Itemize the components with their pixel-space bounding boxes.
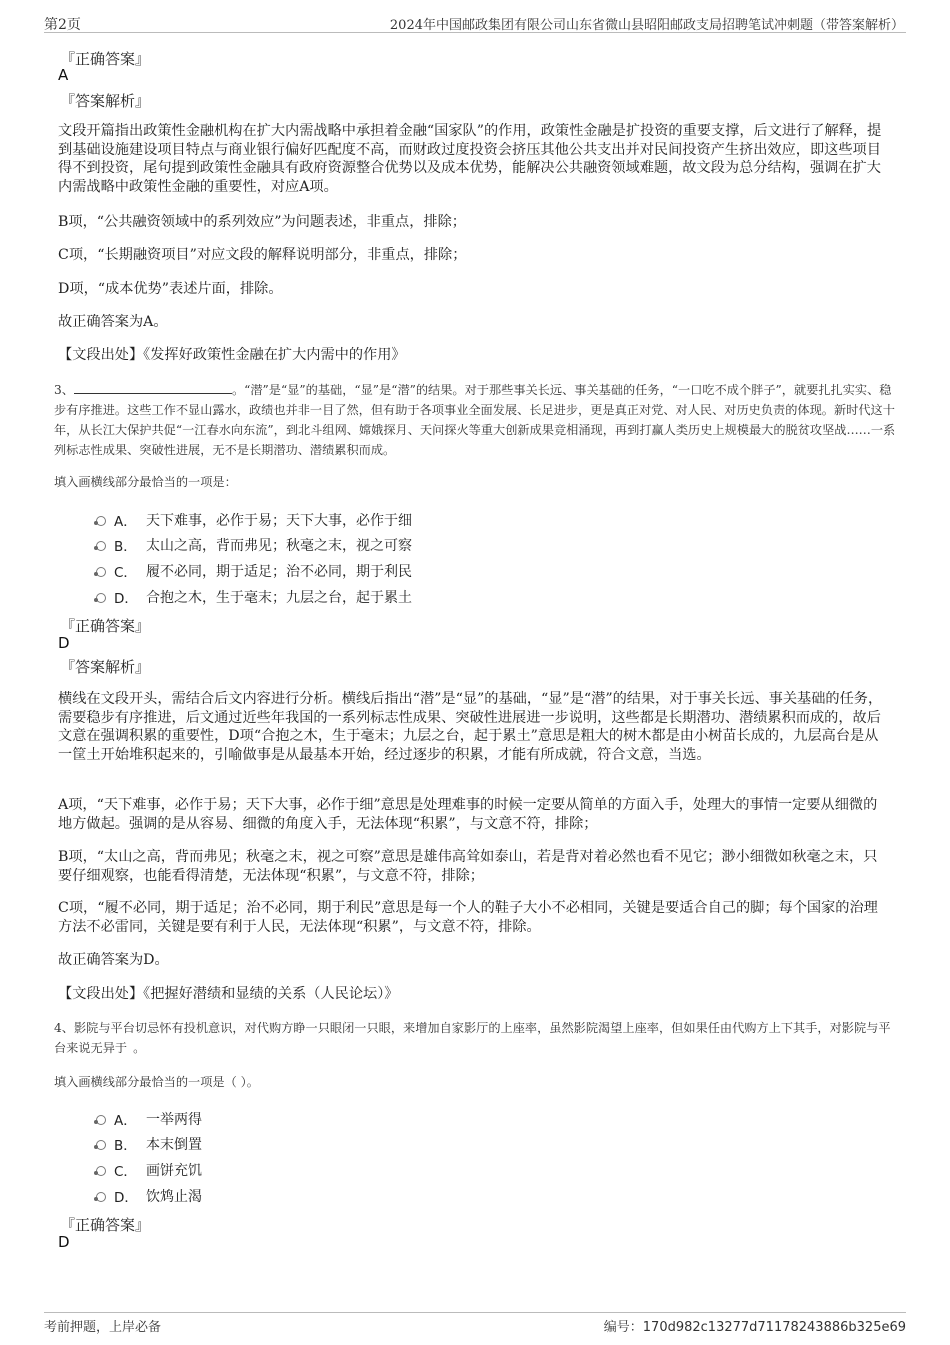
option-letter: C． — [114, 1164, 137, 1180]
q4-answer-label: 『正确答案』 — [60, 1216, 151, 1234]
page-header — [44, 12, 906, 33]
q3-number: 3、 — [54, 383, 74, 397]
option-letter: D． — [114, 591, 138, 607]
q3-prompt: 填入画横线部分最恰当的一项是： — [54, 475, 237, 489]
q4-stem-text: 影院与平台切忌怀有投机意识，对代购方睁一只眼闭一只眼，来增加自家影厅的上座率，虽然影院渴望上座率，但如果任由代购方上下其手，对影院与平台来说无异于 — [54, 1021, 891, 1055]
q2-analysis-p2: B项，“公共融资领域中的系列效应”为问题表述，非重点，排除； — [58, 214, 466, 230]
q3-analysis-label: 『答案解析』 — [60, 658, 151, 676]
page-footer — [44, 1312, 906, 1337]
q3-conclusion: 故正确答案为D。 — [58, 952, 169, 968]
document-code — [604, 1316, 906, 1335]
q3-analysis-p4: C项，“履不必同，期于适足；治不必同，期于利民”意思是每一个人的鞋子大小不必相同，关键是要适合自己的脚；每个国家的治理方法不必雷同，关键是要有利于人民，无法体现“积累”，与文意不符，排除。 — [58, 900, 878, 935]
option-text: 天下难事，必作于易；天下大事，必作于细 — [146, 513, 412, 529]
option-letter: D． — [114, 1190, 138, 1206]
radio-icon[interactable] — [96, 1115, 106, 1125]
document-title: 2024年中国邮政集团有限公司山东省微山县昭阳邮政支局招聘笔试冲刺题（带答案解析） — [389, 18, 904, 33]
option-letter: B． — [114, 539, 137, 555]
radio-icon[interactable] — [96, 1192, 106, 1202]
code-value: 170d982c13277d71178243886b325e69 — [642, 1320, 906, 1335]
radio-icon[interactable] — [96, 567, 106, 577]
option-text: 合抱之木，生于毫末；九层之台，起于累土 — [146, 590, 412, 606]
q3-analysis-p2: A项，“天下难事，必作于易；天下大事，必作于细”意思是处理难事的时候一定要从简单的方面入手，处理大的事情一定要从细微的地方做起。强调的是从容易、细微的角度入手，无法体现“积累”，与文意不符，排除； — [58, 797, 878, 832]
q3-blank-line — [74, 381, 232, 394]
code-label: 编号： — [603, 1320, 643, 1335]
q3-analysis-p3: B项，“太山之高，背而弗见；秋毫之末，视之可察”意思是雄伟高耸如泰山，若是背对着必然也看不见它；渺小细微如秋毫之末，只要仔细观察，也能看得清楚，无法体现“积累”，与文意不符，排除； — [58, 849, 878, 884]
option-text: 一举两得 — [146, 1112, 202, 1128]
option-text: 饮鸩止渴 — [146, 1189, 202, 1205]
q3-answer: D — [58, 634, 70, 652]
footer-slogan: 考前押题，上岸必备 — [44, 1320, 162, 1335]
option-text: 本末倒置 — [146, 1137, 202, 1153]
q3-stem-text: 。“潜”是“显”的基础，“显”是“潜”的结果。对于那些事关长远、事关基础的任务，“一口吃不成个胖子”，就要扎扎实实、稳步有序推进。这些工作不显山露水，政绩也并非一目了然，但有助于各项事业全面发展、长足进步，更是真正对党、对人民、对历史负责的体现。新时代这十年，从长江大保护共促“一江春水向东流”，到北斗组网、嫦娥探月、天问探火等重大创新成果竞相涌现，再到打赢人类历史上规模最大的脱贫攻坚战……一系列标志性成果、突破性进展，无不是长期潜功、潜绩累积而成。 — [54, 383, 896, 457]
q2-analysis-label: 『答案解析』 — [60, 92, 151, 110]
option-letter: B． — [114, 1138, 137, 1154]
option-text: 太山之高，背而弗见；秋毫之末，视之可察 — [146, 538, 412, 554]
q3-source: 【文段出处】《把握好潜绩和显绩的关系（人民论坛）》 — [58, 986, 399, 1002]
q4-answer: D — [58, 1233, 70, 1251]
radio-icon[interactable] — [96, 1140, 106, 1150]
q3-stem — [54, 380, 899, 460]
q4-stem — [54, 1018, 899, 1058]
q2-analysis-p4: D项，“成本优势”表述片面，排除。 — [58, 281, 283, 297]
option-letter: A． — [114, 1113, 137, 1129]
page-number: 第2页 — [44, 17, 81, 33]
q2-answer: A — [58, 66, 69, 84]
q3-analysis-p1: 横线在文段开头，需结合后文内容进行分析。横线后指出“潜”是“显”的基础，“显”是“潜”的结果，对于事关长远、事关基础的任务，需要稳步有序推进，后文通过近些年我国的一系列标志性成果、突破性进展进一步说明，这些都是长期潜功、潜绩累积而成的，故后文意在强调积累的重要性，D项“合抱之木，生于毫末；九层之台，起于累土”意思是粗大的树木都是由小树苗长成的，九层高台是从一筐土开始堆积起来的，引喻做事是从最基本开始，经过逐步的积累，才能有所成就，符合文意，当选。 — [58, 691, 883, 763]
q2-analysis-p3: C项，“长期融资项目”对应文段的解释说明部分，非重点，排除； — [58, 247, 467, 263]
q3-answer-label: 『正确答案』 — [60, 617, 151, 635]
radio-icon[interactable] — [96, 541, 106, 551]
q2-answer-label: 『正确答案』 — [60, 50, 151, 68]
radio-icon[interactable] — [96, 1166, 106, 1176]
radio-icon[interactable] — [96, 593, 106, 603]
q2-analysis-p1: 文段开篇指出政策性金融机构在扩大内需战略中承担着金融“国家队”的作用，政策性金融是扩投资的重要支撑，后文进行了解释，提到基础设施建设项目特点与商业银行偏好匹配度不高，而财政过度投资会挤压其他公共支出并对民间投资产生挤出效应，即这些项目得不到投资，尾句提到政策性金融具有政府资源整合优势以及成本优势，能解决公共融资领域难题，故文段为总分结构，强调在扩大内需战略中政策性金融的重要性，对应A项。 — [58, 123, 882, 195]
radio-icon[interactable] — [96, 516, 106, 526]
q4-number: 4、 — [54, 1021, 74, 1035]
q2-source: 【文段出处】《发挥好政策性金融在扩大内需中的作用》 — [58, 347, 406, 363]
q4-prompt: 填入画横线部分最恰当的一项是（ ）。 — [54, 1075, 259, 1089]
option-text: 履不必同，期于适足；治不必同，期于利民 — [146, 564, 412, 580]
option-letter: C． — [114, 565, 137, 581]
option-text: 画饼充饥 — [146, 1163, 202, 1179]
q2-conclusion: 故正确答案为A。 — [58, 314, 168, 330]
option-letter: A． — [114, 514, 137, 530]
q4-stem-end: 。 — [133, 1041, 146, 1055]
